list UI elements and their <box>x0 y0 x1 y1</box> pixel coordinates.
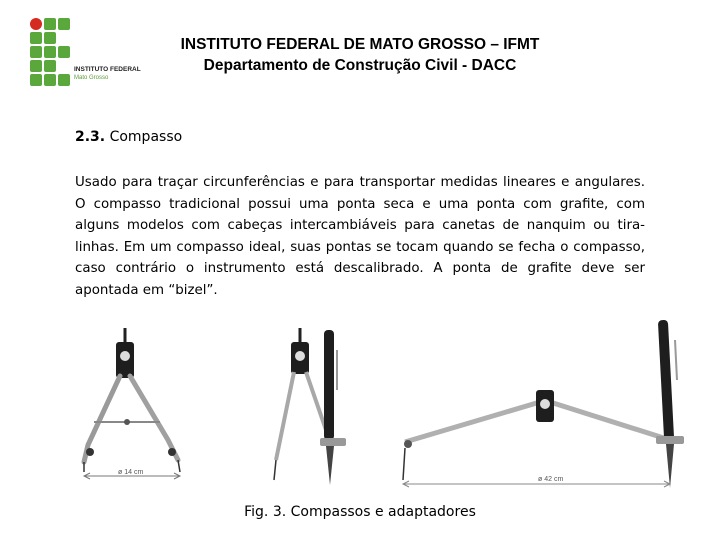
section-title <box>75 129 182 145</box>
logo-square <box>44 74 56 86</box>
logo-square <box>44 32 56 44</box>
logo-subtitle: Mato Grosso <box>74 75 109 81</box>
logo-square <box>30 60 42 72</box>
logo-square <box>58 74 70 86</box>
logo-name: INSTITUTO FEDERAL <box>74 66 141 73</box>
logo-square <box>58 18 70 30</box>
logo-square <box>44 46 56 58</box>
logo-square <box>58 46 70 58</box>
compass-small-image <box>84 328 180 479</box>
logo-red-dot <box>30 18 42 30</box>
logo-square <box>30 74 42 86</box>
page-header <box>120 34 600 76</box>
logo-square <box>30 32 42 44</box>
logo-square <box>44 60 56 72</box>
compass-large-image <box>403 320 684 488</box>
section-number: 2.3. <box>75 129 106 145</box>
compass-medium-image <box>274 328 346 485</box>
institution-title: INSTITUTO FEDERAL DE MATO GROSSO – IFMT <box>180 36 540 53</box>
figure-caption: Fig. 3. Compassos e adaptadores <box>244 504 476 520</box>
logo-square <box>30 46 42 58</box>
body-paragraph: Usado para traçar circunferências e para transportar medidas lineares e angulares. O compasso tradicional possui uma ponta seca e uma ponta com grafite, com alguns modelos com cabeças intercambiáveis para canetas de nanquim ou tira-linhas. Em um compasso ideal, suas pontas se tocam quando se fecha o compasso, caso contrário o instrumento está descalibrado. A ponta de grafite deve ser apontada em “bizel”. <box>75 175 645 298</box>
department-title: Departamento de Construção Civil - DACC <box>203 57 517 74</box>
dim-label-large: ø 42 cm <box>538 476 564 483</box>
logo-square <box>44 18 56 30</box>
compass-figures <box>70 310 710 510</box>
section-name: Compasso <box>109 129 183 145</box>
dim-label-small: ø 14 cm <box>118 469 144 476</box>
